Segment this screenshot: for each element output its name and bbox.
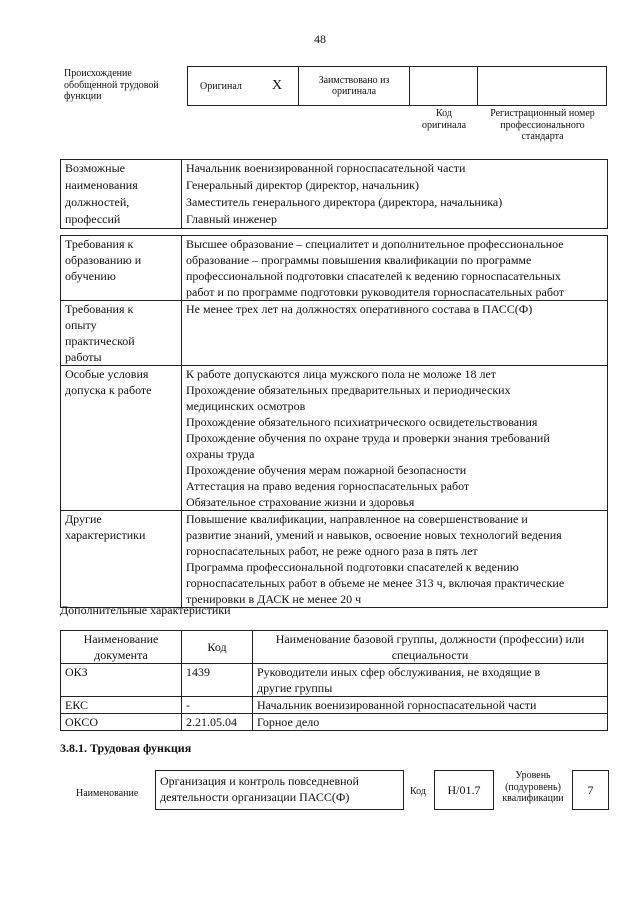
table-header-row	[61, 631, 608, 664]
requirement-label: Другие характеристики	[61, 511, 182, 608]
requirement-value: Высшее образование – специалитет и дополнительное профессиональное образование – программы повышения квалификации по программе профессиональной подготовки спасателей к ведению горноспасательных работ и по программе подготовки руководителя горноспасательных работ	[182, 236, 608, 301]
base-header: Наименование базовой группы, должности (профессии) или специальности	[253, 631, 608, 664]
requirement-label: Требования к опыту практической работы	[61, 301, 182, 366]
requirement-label: Особые условия допуска к работе	[61, 366, 182, 511]
table-row	[61, 697, 608, 714]
code-cell: 2.21.05.04	[182, 714, 253, 731]
table-row	[61, 236, 608, 301]
table-row	[61, 714, 608, 731]
origin-divider-3	[477, 66, 478, 106]
requirement-value: Повышение квалификации, направленное на совершенствование и развитие знаний, умений и навыков, освоение новых технологий ведения горноспасательных работ, не реже одного раза в пять лет Программа профессиональной подготовки спасателей к ведению горноспасательных работ в объеме не менее 313 ч, включая практические тренировки в ДАСК не менее 20 ч	[182, 511, 608, 608]
table-row	[61, 366, 608, 511]
names-table	[60, 159, 608, 229]
doc-header: Наименование документа	[61, 631, 182, 664]
level-value-box: 7	[572, 770, 609, 810]
name-cell: Горное дело	[253, 714, 608, 731]
requirement-value: К работе допускаются лица мужского пола не моложе 18 лет Прохождение обязательных предварительных и периодических медицинских осмотров Прохождение обязательного психиатрического освидетельствования Прохождение обучения по охране труда и проверки знания требований охраны труда Прохождение обучения мерам пожарной безопасности Аттестация на право ведения горноспасательных работ Обязательное страхование жизни и здоровья	[182, 366, 608, 511]
level-label: Уровень (подуровень) квалификации	[502, 770, 564, 804]
original-label: Оригинал	[200, 81, 242, 92]
function-name-box: Организация и контроль повседневной деятельности организации ПАСС(Ф)	[155, 770, 404, 810]
doc-cell: ОКСО	[61, 714, 182, 731]
code-cell: -	[182, 697, 253, 714]
code-cell: 1439	[182, 664, 253, 697]
origin-label: Происхождение обобщенной трудовой функции	[64, 68, 159, 102]
additional-title: Дополнительные характеристики	[60, 603, 231, 617]
requirements-table	[60, 235, 608, 608]
additional-table	[60, 630, 608, 731]
borrowed-label: Заимствовано из оригинала	[318, 74, 390, 97]
function-code-box: H/01.7	[434, 770, 494, 810]
name-cell: Руководители иных сфер обслуживания, не входящие в другие группы	[253, 664, 608, 697]
requirement-label: Требования к образованию и обучению	[61, 236, 182, 301]
table-row	[61, 511, 608, 608]
requirement-value: Не менее трех лет на должностях оперативного состава в ПАСС(Ф)	[182, 301, 608, 366]
code-header: Код	[182, 631, 253, 664]
table-row	[61, 301, 608, 366]
function-heading: 3.8.1. Трудовая функция	[60, 741, 192, 755]
name-cell: Начальник военизированной горноспасательной части	[253, 697, 608, 714]
doc-cell: ЕКС	[61, 697, 182, 714]
code-caption: Код оригинала	[421, 108, 467, 131]
function-name-label: Наименование	[76, 788, 139, 799]
reg-caption: Регистрационный номер профессионального стандарта	[490, 108, 595, 142]
doc-cell: ОКЗ	[61, 664, 182, 697]
page-number: 48	[314, 32, 326, 46]
names-label: Возможные наименования должностей, профессий	[61, 160, 182, 229]
names-values: Начальник военизированной горноспасательной части Генеральный директор (директор, начальник) Заместитель генерального директора (директора, начальника) Главный инженер	[182, 160, 608, 229]
original-mark: X	[272, 78, 283, 93]
origin-divider-2	[409, 66, 410, 106]
function-code-label: Код	[410, 786, 426, 797]
table-row	[61, 664, 608, 697]
